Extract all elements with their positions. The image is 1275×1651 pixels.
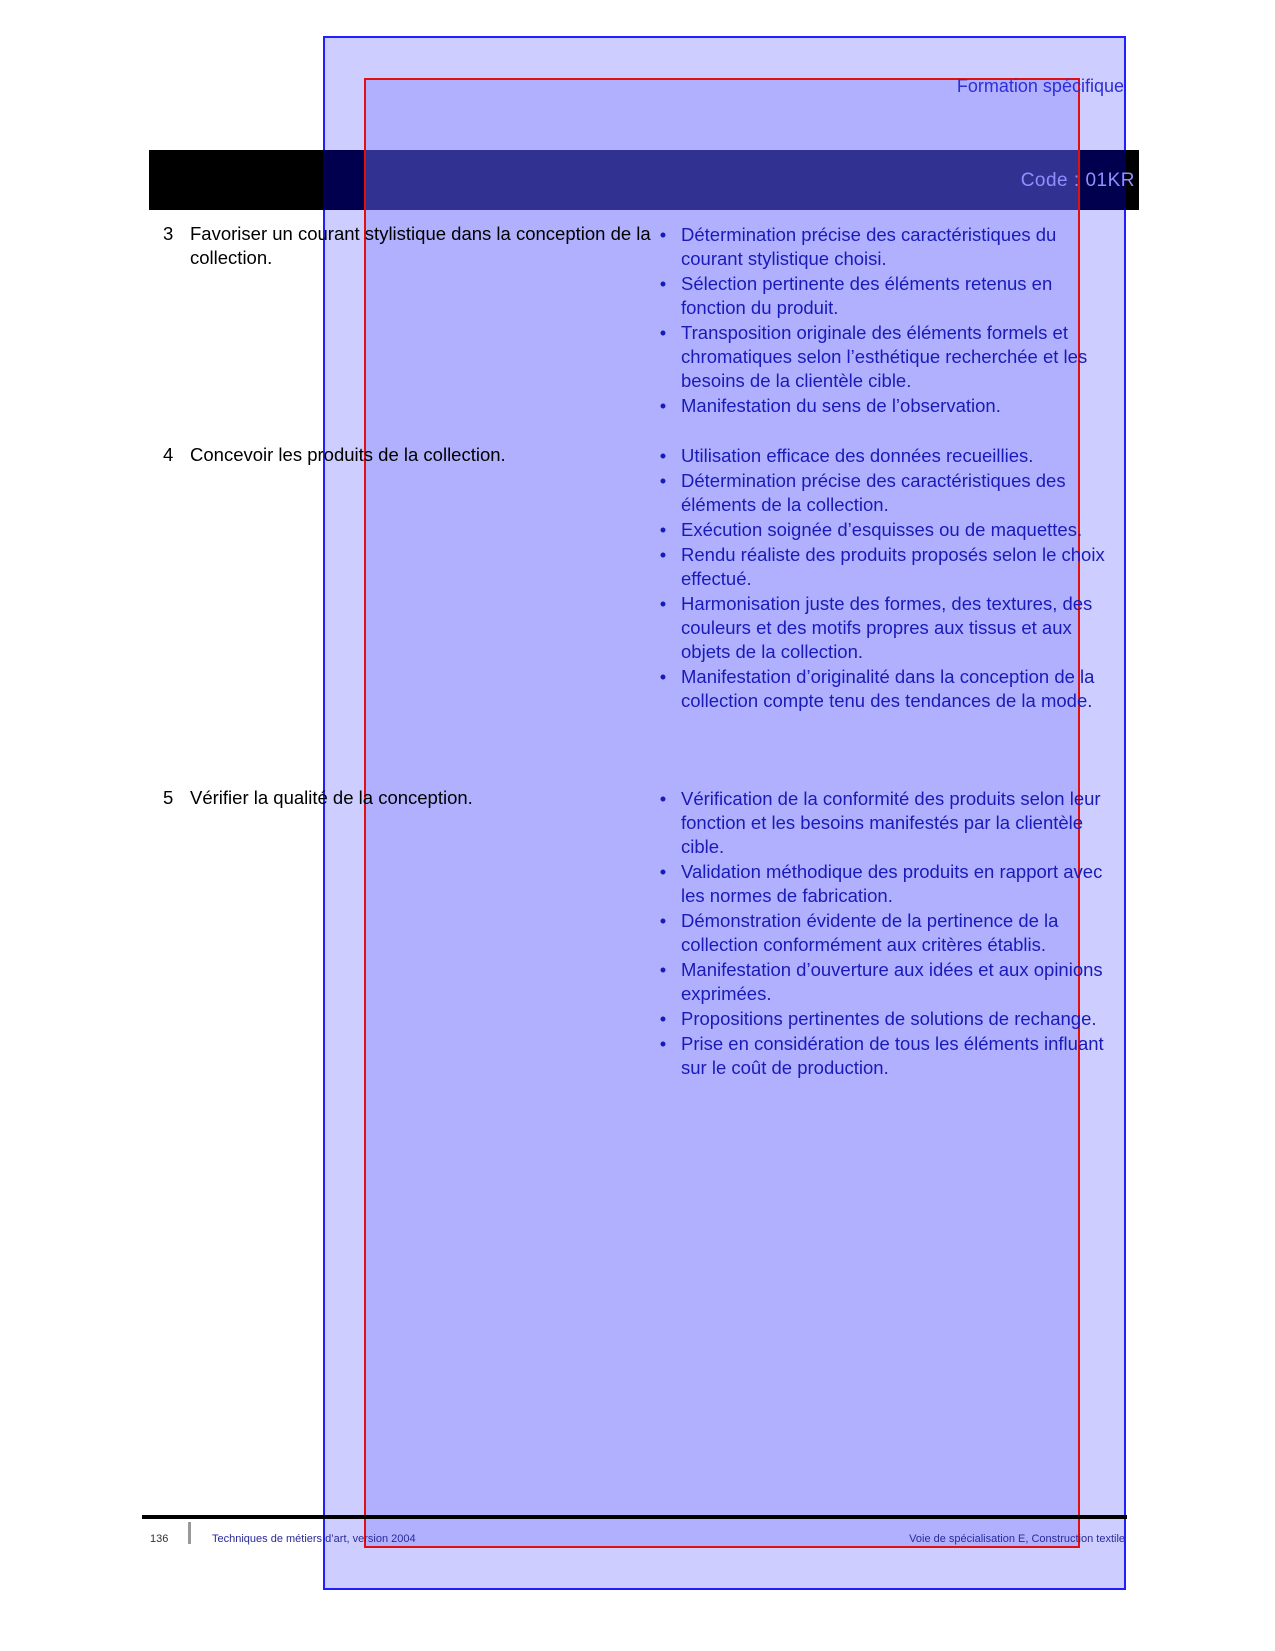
bullet-icon: • <box>659 445 667 466</box>
competency-text: Vérifier la qualité de la conception. <box>190 787 473 808</box>
criterion-item <box>656 860 1116 908</box>
bullet-icon: • <box>659 519 667 540</box>
footer-page-number: 136 <box>150 1533 169 1545</box>
bullet-icon: • <box>659 861 667 882</box>
competency-text: Concevoir les produits de la collection. <box>190 444 506 465</box>
criterion-item <box>656 321 1116 393</box>
bullet-icon: • <box>659 224 667 245</box>
criterion-text: Propositions pertinentes de solutions de rechange. <box>681 1008 1097 1029</box>
bullet-icon: • <box>659 395 667 416</box>
criterion-item <box>656 394 1116 418</box>
bullet-icon: • <box>659 910 667 931</box>
criterion-text: Validation méthodique des produits en rapport avec les normes de fabrication. <box>681 861 1103 906</box>
bullet-icon: • <box>659 544 667 565</box>
criterion-text: Détermination précise des caractéristiques du courant stylistique choisi. <box>681 224 1057 269</box>
criterion-text: Rendu réaliste des produits proposés selon le choix effectué. <box>681 544 1105 589</box>
criterion-item <box>656 1007 1116 1031</box>
competency-number: 3 <box>163 223 174 244</box>
code-label: Code : 01KR <box>1020 170 1135 191</box>
criterion-text: Exécution soignée d’esquisses ou de maquettes. <box>681 519 1083 540</box>
bullet-icon: • <box>659 666 667 687</box>
criterion-item <box>656 543 1116 591</box>
competency-4 <box>163 443 653 467</box>
criterion-item <box>656 272 1116 320</box>
criterion-text: Utilisation efficace des données recueillies. <box>681 445 1034 466</box>
criterion-text: Manifestation du sens de l’observation. <box>681 395 1001 416</box>
criterion-item <box>656 787 1116 859</box>
bullet-icon: • <box>659 1033 667 1054</box>
competency-number: 4 <box>163 444 174 465</box>
competency-3 <box>163 222 653 270</box>
criterion-item <box>656 665 1116 713</box>
criteria-list-3 <box>656 223 1116 419</box>
competency-text: Favoriser un courant stylistique dans la conception de la collection. <box>190 223 651 268</box>
footer-separator <box>188 1522 191 1544</box>
criterion-text: Transposition originale des éléments formels et chromatiques selon l’esthétique recherchée et les besoins de la clientèle cible. <box>681 322 1088 391</box>
criterion-item <box>656 958 1116 1006</box>
footer-specialization: Voie de spécialisation E, Construction textile <box>909 1533 1125 1545</box>
criterion-item <box>656 518 1116 542</box>
bullet-icon: • <box>659 788 667 809</box>
bullet-icon: • <box>659 273 667 294</box>
criterion-item <box>656 444 1116 468</box>
bullet-icon: • <box>659 959 667 980</box>
criterion-text: Vérification de la conformité des produits selon leur fonction et les besoins manifestés par la clientèle cible. <box>681 788 1101 857</box>
footer-program-title: Techniques de métiers d’art, version 2004 <box>212 1533 416 1545</box>
criterion-text: Détermination précise des caractéristiques des éléments de la collection. <box>681 470 1066 515</box>
criterion-text: Sélection pertinente des éléments retenus en fonction du produit. <box>681 273 1053 318</box>
criterion-text: Harmonisation juste des formes, des textures, des couleurs et des motifs propres aux tissus et aux objets de la collection. <box>681 593 1093 662</box>
criteria-list-5 <box>656 787 1116 1081</box>
section-label: Formation spécifique <box>956 76 1124 96</box>
criterion-text: Manifestation d’originalité dans la conception de la collection compte tenu des tendances de la mode. <box>681 666 1095 711</box>
criterion-item <box>656 592 1116 664</box>
criterion-text: Démonstration évidente de la pertinence de la collection conformément aux critères établis. <box>681 910 1059 955</box>
criterion-item <box>656 223 1116 271</box>
competency-5 <box>163 786 653 810</box>
criteria-list-4 <box>656 444 1116 714</box>
competency-number: 5 <box>163 787 174 808</box>
criterion-text: Prise en considération de tous les éléments influant sur le coût de production. <box>681 1033 1104 1078</box>
criterion-item <box>656 909 1116 957</box>
criterion-item <box>656 1032 1116 1080</box>
criterion-item <box>656 469 1116 517</box>
bullet-icon: • <box>659 322 667 343</box>
bullet-icon: • <box>659 593 667 614</box>
footer-rule <box>142 1515 1127 1519</box>
bullet-icon: • <box>659 470 667 491</box>
bullet-icon: • <box>659 1008 667 1029</box>
criterion-text: Manifestation d’ouverture aux idées et aux opinions exprimées. <box>681 959 1103 1004</box>
